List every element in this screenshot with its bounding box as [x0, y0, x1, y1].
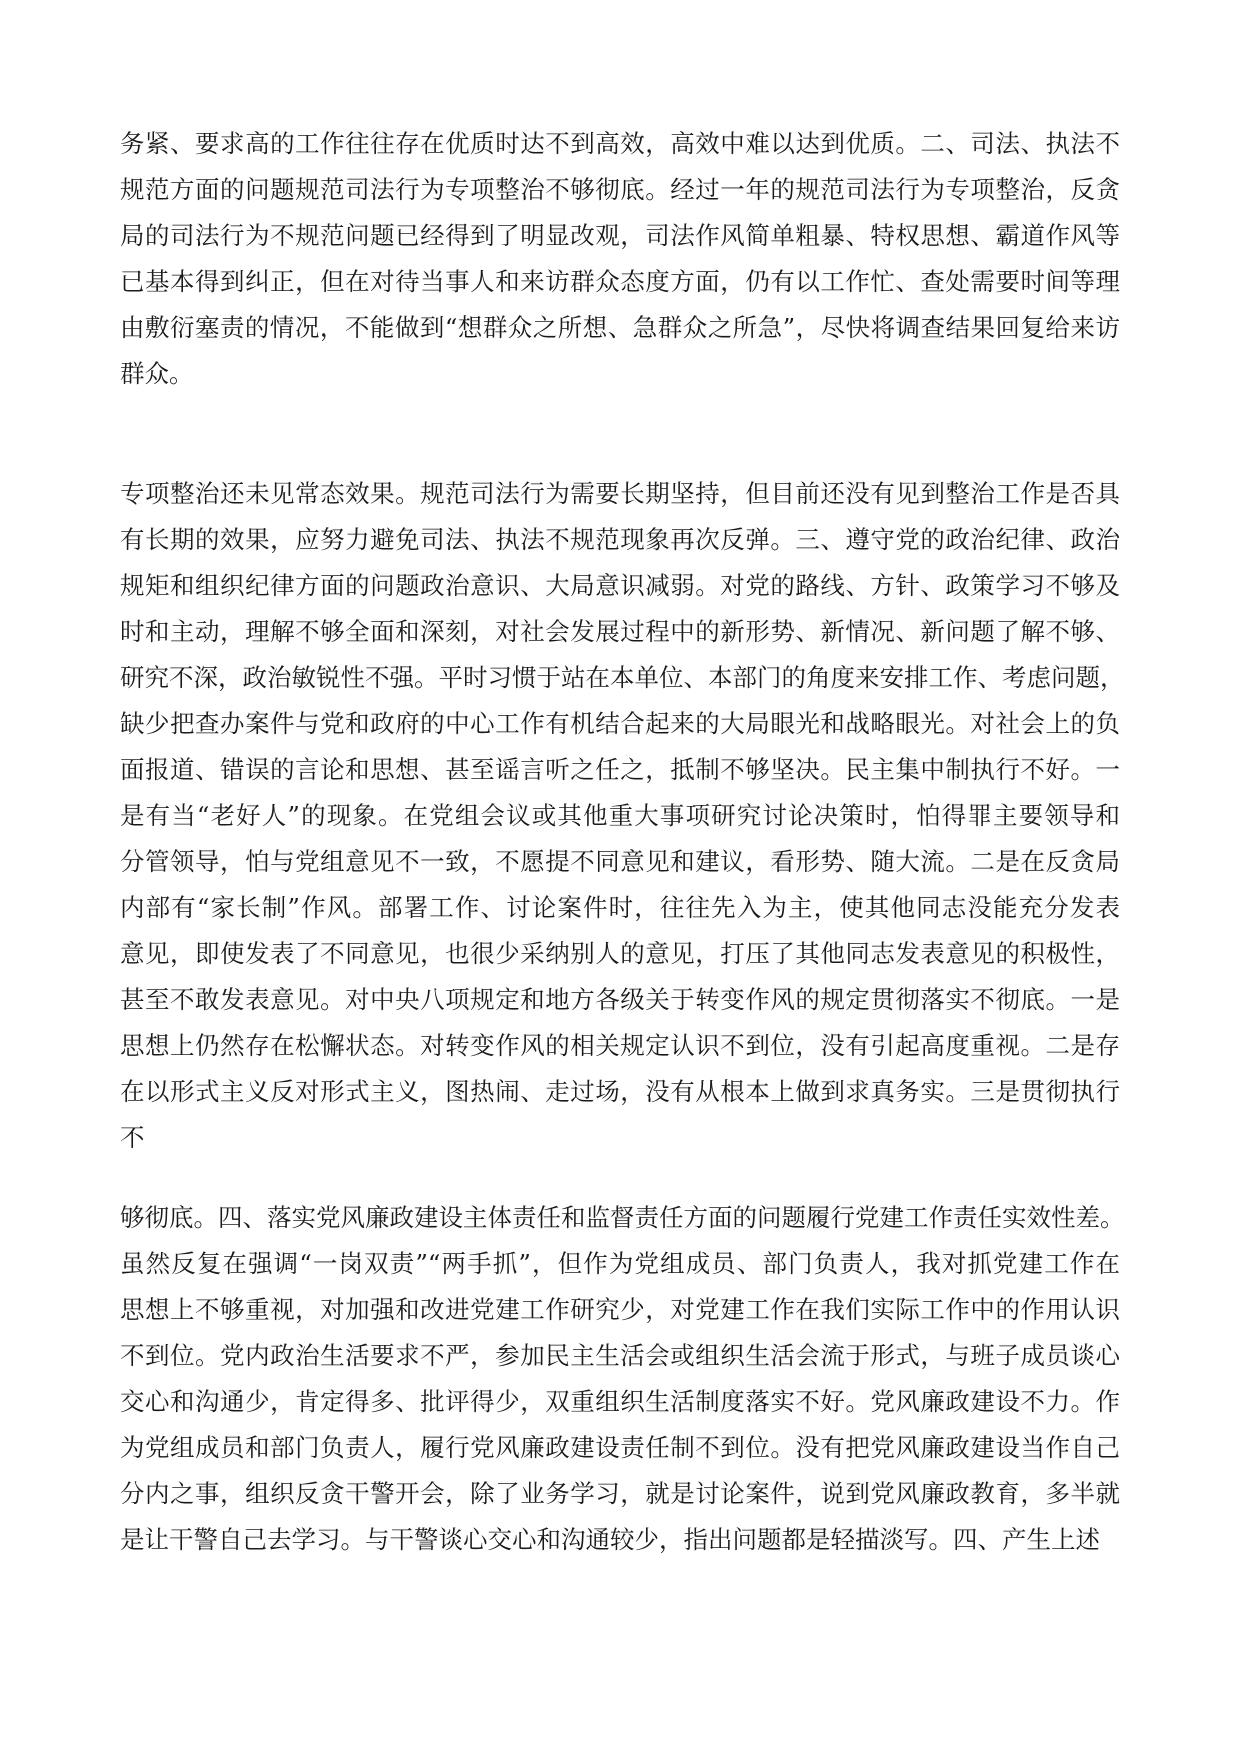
text-line: 不 — [120, 1123, 145, 1152]
text-line: 务紧、要求高的工作往往存在优质时达不到高效，高效中难以达到优质。二、司法、执法不 — [120, 129, 1120, 158]
text-line: 是有当“老好人”的现象。在党组会议或其他重大事项研究讨论决策时，怕得罪主要领导和 — [120, 801, 1120, 830]
text-line: 规范方面的问题规范司法行为专项整治不够彻底。经过一年的规范司法行为专项整治，反贪 — [120, 175, 1120, 204]
text-line: 为党组成员和部门负责人，履行党风廉政建设责任制不到位。没有把党风廉政建设当作自己 — [120, 1433, 1120, 1462]
text-line: 够彻底。四、落实党风廉政建设主体责任和监督责任方面的问题履行党建工作责任实效性差。 — [120, 1203, 1125, 1232]
text-line: 交心和沟通少，肯定得多、批评得少，双重组织生活制度落实不好。党风廉政建设不力。作 — [120, 1387, 1120, 1416]
text-line: 群众。 — [120, 359, 194, 388]
text-line: 由敷衍塞责的情况，不能做到“想群众之所想、急群众之所急”，尽快将调查结果回复给来访 — [120, 313, 1120, 342]
text-line: 局的司法行为不规范问题已经得到了明显改观，司法作风简单粗暴、特权思想、霸道作风等 — [120, 221, 1120, 250]
paragraph-1 — [120, 121, 1120, 397]
text-line: 不到位。党内政治生活要求不严，参加民主生活会或组织生活会流于形式，与班子成员谈心 — [120, 1341, 1120, 1370]
text-line: 思想上仍然存在松懈状态。对转变作风的相关规定认识不到位，没有引起高度重视。二是存 — [120, 1031, 1120, 1060]
text-line: 研究不深，政治敏锐性不强。平时习惯于站在本单位、本部门的角度来安排工作、考虑问题， — [120, 663, 1125, 692]
text-line: 意见，即使发表了不同意见，也很少采纳别人的意见，打压了其他同志发表意见的积极性， — [120, 939, 1120, 968]
text-line: 有长期的效果，应努力避免司法、执法不规范现象再次反弹。三、遵守党的政治纪律、政治 — [120, 525, 1120, 554]
paragraph-3 — [120, 1195, 1125, 1563]
text-line: 缺少把查办案件与党和政府的中心工作有机结合起来的大局眼光和战略眼光。对社会上的负 — [120, 709, 1120, 738]
text-line: 思想上不够重视，对加强和改进党建工作研究少，对党建工作在我们实际工作中的作用认识 — [120, 1295, 1120, 1324]
text-line: 是让干警自己去学习。与干警谈心交心和沟通较少，指出问题都是轻描淡写。四、产生上述 — [120, 1525, 1100, 1554]
text-line: 分管领导，怕与党组意见不一致，不愿提不同意见和建议，看形势、随大流。二是在反贪局 — [120, 847, 1120, 876]
text-line: 分内之事，组织反贪干警开会，除了业务学习，就是讨论案件，说到党风廉政教育，多半就 — [120, 1479, 1120, 1508]
text-line: 在以形式主义反对形式主义，图热闹、走过场，没有从根本上做到求真务实。三是贯彻执行 — [120, 1077, 1120, 1106]
paragraph-2 — [120, 471, 1125, 1161]
text-line: 规矩和组织纪律方面的问题政治意识、大局意识减弱。对党的路线、方针、政策学习不够及 — [120, 571, 1120, 600]
text-line: 甚至不敢发表意见。对中央八项规定和地方各级关于转变作风的规定贯彻落实不彻底。一是 — [120, 985, 1120, 1014]
text-line: 虽然反复在强调“一岗双责”“两手抓”，但作为党组成员、部门负责人，我对抓党建工作在 — [120, 1249, 1120, 1278]
text-line: 已基本得到纠正，但在对待当事人和来访群众态度方面，仍有以工作忙、查处需要时间等理 — [120, 267, 1120, 296]
text-line: 内部有“家长制”作风。部署工作、讨论案件时，往往先入为主，使其他同志没能充分发表 — [120, 893, 1120, 922]
text-line: 时和主动，理解不够全面和深刻，对社会发展过程中的新形势、新情况、新问题了解不够、 — [120, 617, 1120, 646]
text-line: 专项整治还未见常态效果。规范司法行为需要长期坚持，但目前还没有见到整治工作是否具 — [120, 479, 1120, 508]
text-line: 面报道、错误的言论和思想、甚至谣言听之任之，抵制不够坚决。民主集中制执行不好。一 — [120, 755, 1120, 784]
